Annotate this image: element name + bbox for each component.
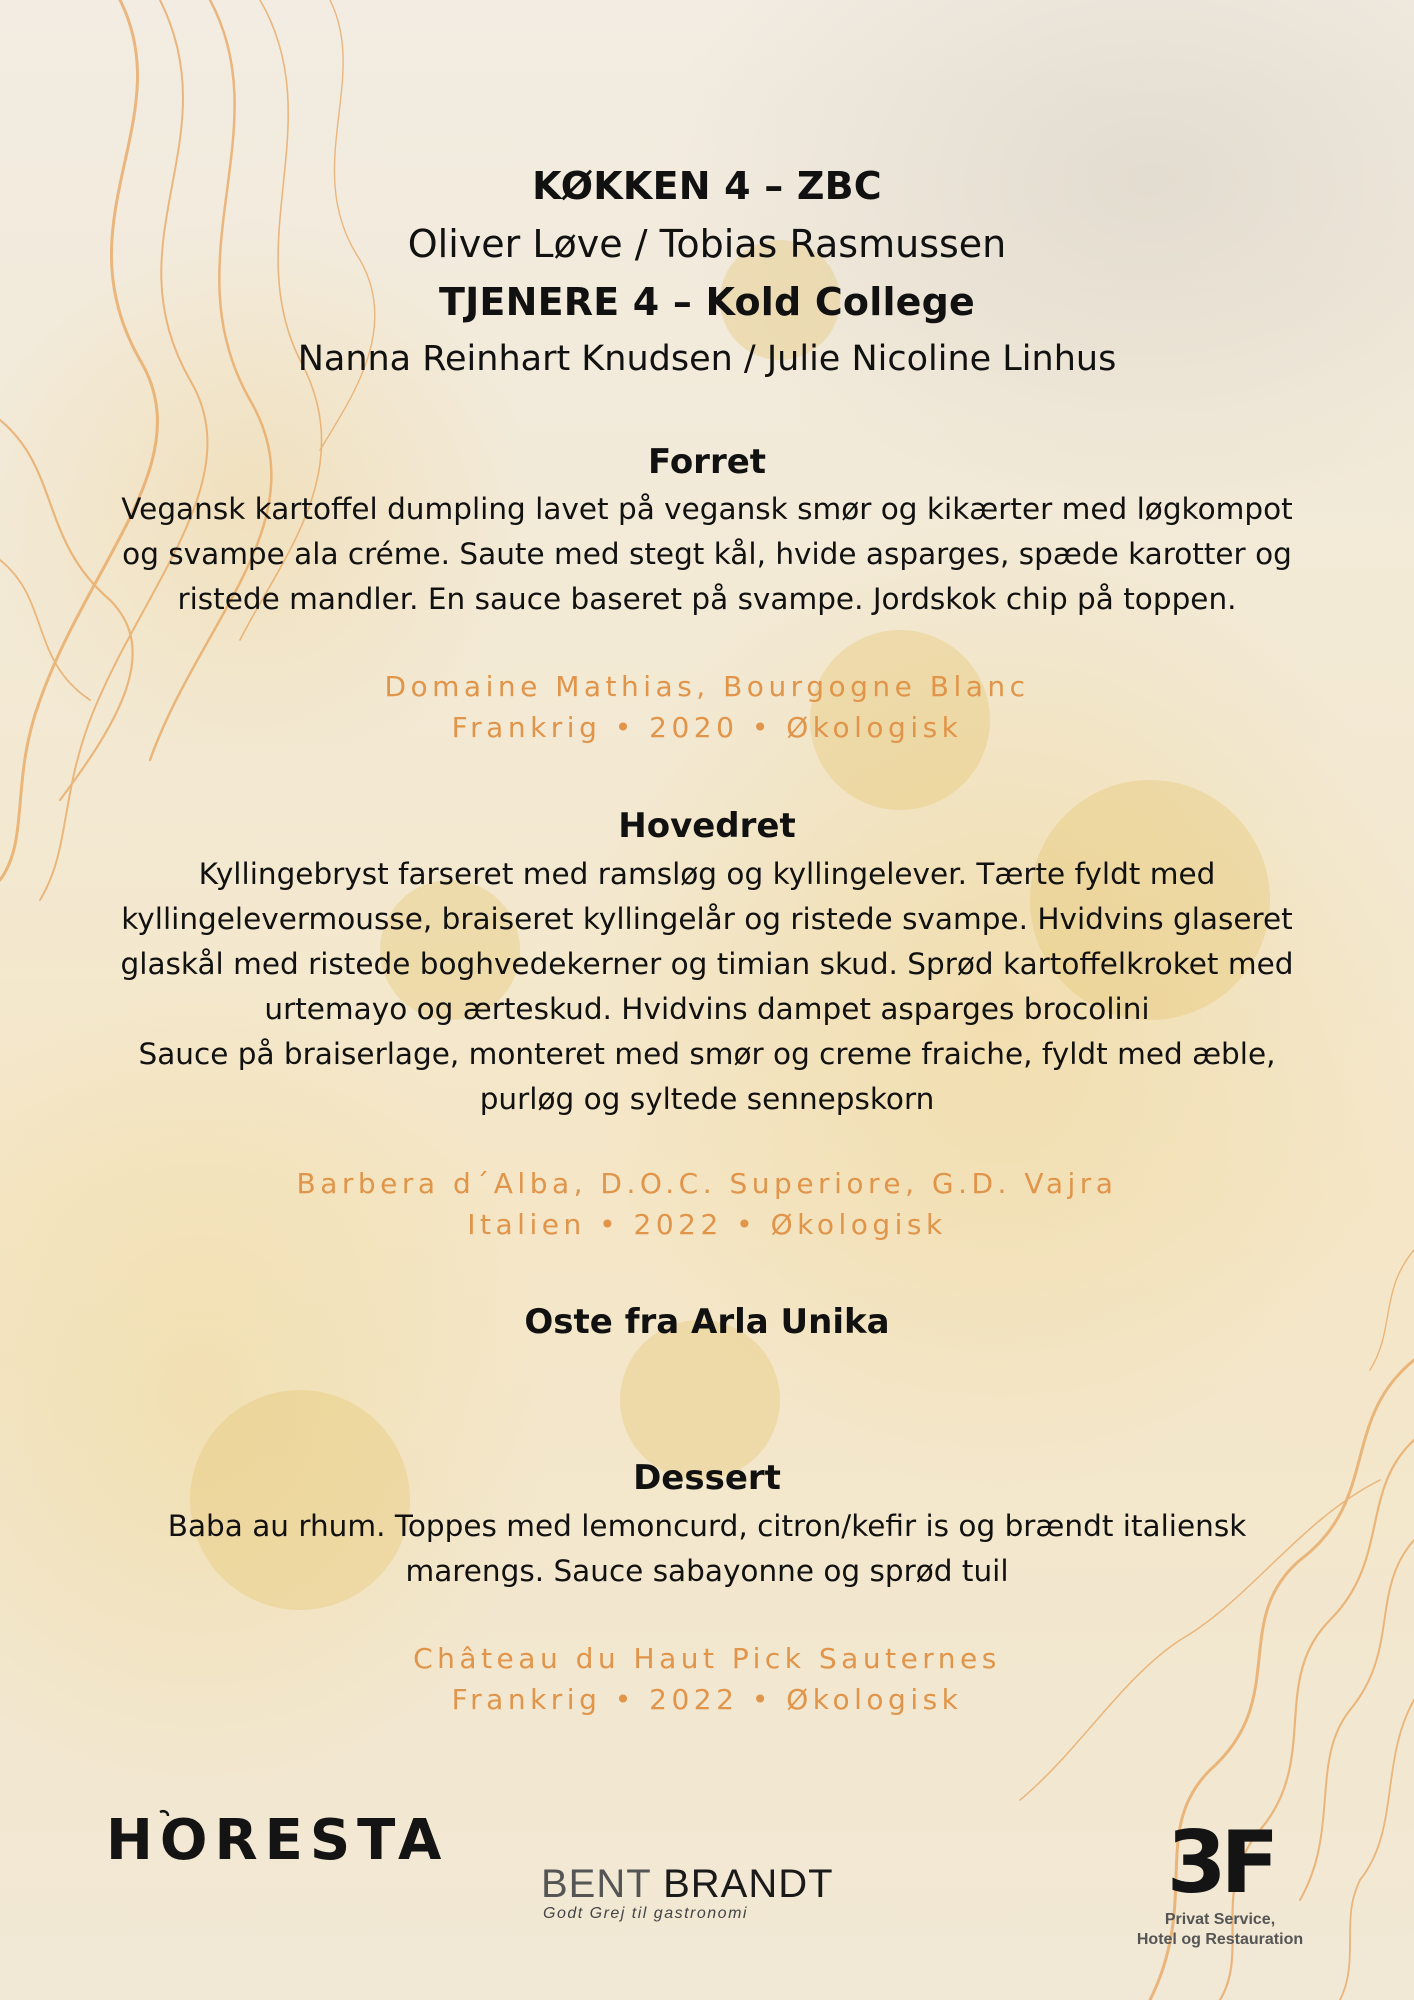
waiters-names: Nanna Reinhart Knudsen / Julie Nicoline Linhus [297, 339, 1117, 379]
bent-brandt-logo-dark: BRANDT [663, 1862, 834, 1906]
course-title-hovedret: Hovedret [618, 806, 796, 846]
description-line: Vegansk kartoffel dumpling lavet på vegansk smør og kikærter med løgkompot [121, 492, 1293, 526]
horesta-logo: HORESTA [106, 1808, 449, 1873]
bent-brandt-logo-light: BENT [541, 1862, 651, 1906]
wine-details: Frankrig • 2022 • Økologisk [451, 1683, 963, 1716]
horesta-apple-icon [138, 1808, 178, 1848]
course-description-dessert [100, 1504, 1314, 1594]
3f-logo-mark: 3F [1166, 1813, 1274, 1913]
wine-details: Frankrig • 2020 • Økologisk [451, 711, 963, 744]
bent-brandt-logo [541, 1862, 834, 1907]
wine-details: Italien • 2022 • Økologisk [467, 1208, 947, 1241]
course-title-dessert: Dessert [633, 1458, 781, 1498]
3f-logo [1120, 1813, 1320, 1950]
course-description-forret [100, 487, 1314, 622]
wine-pairing-hovedret [0, 1163, 1414, 1245]
course-title-oste: Oste fra Arla Unika [524, 1302, 890, 1342]
3f-logo-line2: Hotel og Restauration [1136, 1931, 1304, 1948]
kitchen-title: KØKKEN 4 – ZBC [532, 164, 882, 208]
description-line: ristede mandler. En sauce baseret på svampe. Jordskok chip på toppen. [177, 582, 1237, 616]
description-line: og svampe ala créme. Saute med stegt kål, hvide asparges, spæde karotter og [122, 537, 1292, 571]
description-line: Baba au rhum. Toppes med lemoncurd, citron/kefir is og brændt italiensk [167, 1509, 1247, 1543]
wine-pairing-forret [0, 666, 1414, 748]
description-line: urtemayo og ærteskud. Hvidvins dampet asparges brocolini [264, 992, 1150, 1026]
waiters-title: TJENERE 4 – Kold College [438, 280, 976, 324]
kitchen-names: Oliver Løve / Tobias Rasmussen [407, 222, 1007, 266]
wine-name: Barbera d´Alba, D.O.C. Superiore, G.D. Vajra [296, 1167, 1118, 1200]
description-line: purløg og syltede sennepskorn [479, 1082, 935, 1116]
description-line: glaskål med ristede boghvedekerner og timian skud. Sprød kartoffelkroket med [120, 947, 1294, 981]
bent-brandt-tagline: Godt Grej til gastronomi [543, 1905, 748, 1922]
description-line: Kyllingebryst farseret med ramsløg og kyllingelever. Tærte fyldt med [198, 857, 1216, 891]
wine-name: Château du Haut Pick Sauternes [413, 1642, 1001, 1675]
3f-logo-line1: Privat Service, [1164, 1911, 1276, 1928]
wine-name: Domaine Mathias, Bourgogne Blanc [384, 670, 1030, 703]
course-title-forret: Forret [647, 442, 767, 482]
course-description-hovedret [100, 852, 1314, 1122]
description-line: Sauce på braiserlage, monteret med smør og creme fraiche, fyldt med æble, [138, 1037, 1276, 1071]
description-line: kyllingelevermousse, braiseret kyllingelår og ristede svampe. Hvidvins glaseret [121, 902, 1293, 936]
wine-pairing-dessert [0, 1638, 1414, 1720]
description-line: marengs. Sauce sabayonne og sprød tuil [405, 1554, 1009, 1588]
